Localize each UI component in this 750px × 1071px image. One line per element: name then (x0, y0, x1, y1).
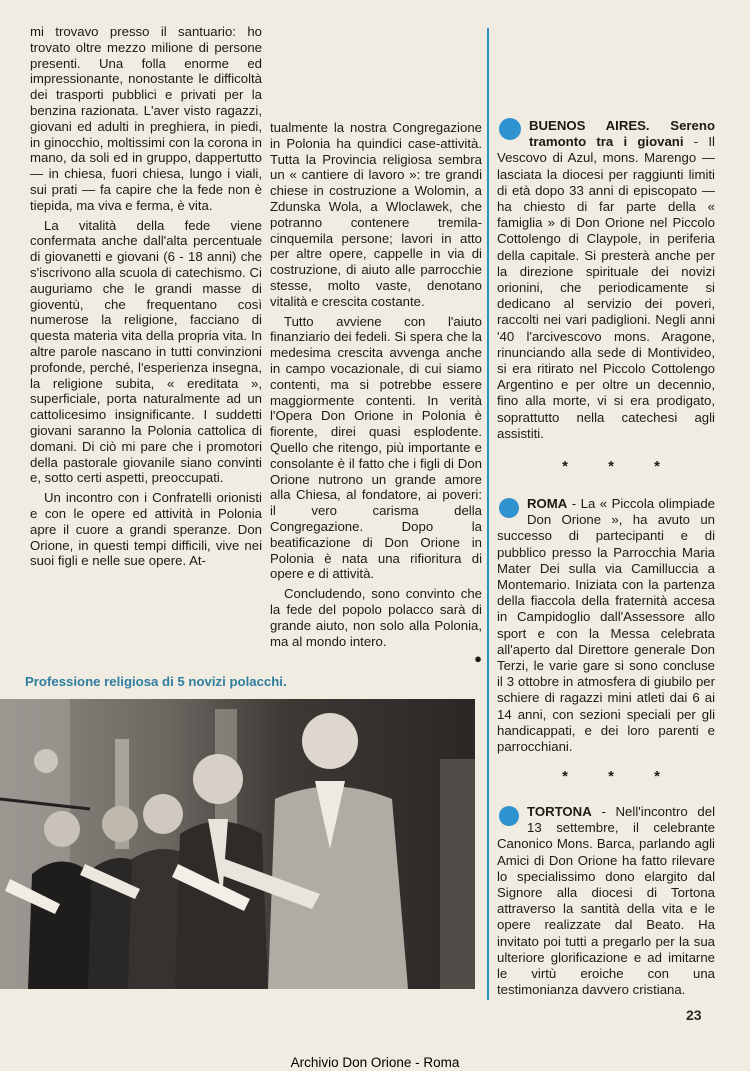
novices-photo-illustration (0, 699, 475, 989)
news-body: - La « Piccola olimpiade Don Orione », ha avuto un successo di partecipanti e di pubblico presso la Parrocchia Maria Mater Dei sulla via Camilluccia a Montemario. Iniziata con la partenza della fiaccola della fraternità accesa in Campidoglio dall'Assessore allo sport e con la Messa celebrata all'aperto dal Direttore generale Don Terzi, le varie gare si sono concluse il 3 ottobre in atmosfera di giubilo per schiere di ragazzi mini atleti dai 6 ai 14 anni, con sezioni speciali per gli handicappati, e dei loro parenti e parrocchiani. (497, 496, 715, 755)
end-mark: ● (474, 651, 482, 667)
page-number: 23 (686, 1007, 702, 1023)
novices-photo (0, 699, 475, 989)
news-heading: TORTONA (527, 804, 592, 819)
news-item (497, 804, 715, 998)
separator: * * * (562, 768, 678, 785)
article-paragraph: Concludendo, sono convinto che la fede del popolo polacco sarà di grande aiuto, non solo alla Polonia, ma al mondo intero. (270, 586, 482, 649)
column-divider (487, 28, 489, 1000)
archive-footer: Archivio Don Orione - Roma (290, 1055, 460, 1070)
article-paragraph: Un incontro con i Confratelli orionisti e con le opere ed attività in Polonia apre il cuore a grandi speranze. Don Orione, in questi tempi difficili, vive nei suoi figli e nelle sue opere. At- (30, 490, 262, 569)
news-body: - Il Vescovo di Azul, mons. Marengo — lasciata la diocesi per raggiunti limiti di età dopo 33 anni di episcopato — ha chiesto di far parte della « famiglia » di Don Orione nel Piccolo Cottolengo di Claypole, in periferia della capitale. Si presterà anche per la direzione spirituale dei novizi orionini, che periodicamente si dedicano al servizio dei poveri, raccolti nei vari padiglioni. Negli anni '40 l'arcivescovo mons. Aragone, rinunciando alla sede di Montivideo, si era ritirato nel Piccolo Cottolengo Argentino e per oltre un decennio, fino alla morte, vi si era prodigato, soprattutto nella catechesi agli assistiti. (497, 134, 715, 441)
article-paragraph: La vitalità della fede viene confermata anche dall'alta percentuale di giovanetti e giovani (6 - 18 anni) che s'iscrivono alla scuola di catechismo. Ci auguriamo che le grandi masse di gioventù, che frequentano così numerose la religione, facciano di questa materia vita della propria vita. In altre parole nascano in tutti convinzioni profonde, perché, l'esperienza insegna, la religione subita, « ereditata », superficiale, porta naturalmente ad un cattolicesimo insignificante. I suddetti giovani saranno la Polonia cattolica di domani. Di ciò mi pare che i promotori della pastorale giovanile siano convinti e, sotto certi aspetti, preoccupati. (30, 217, 262, 486)
news-heading: BUENOS AIRES. Sereno tramonto tra i giovani (529, 118, 715, 150)
article-column-2 (270, 120, 482, 666)
bullet-dot-icon (499, 806, 519, 826)
bullet-dot-icon (499, 118, 521, 140)
bullet-dot-icon (499, 498, 519, 518)
article-column-1 (30, 24, 262, 569)
separator: * * * (562, 458, 678, 475)
news-body: - Nell'incontro del 13 settembre, il celebrante Canonico Mons. Barca, parlando agli Amici di Don Orione ha fatto rilevare lo specialissimo dono elargito dal Signore alla diocesi di Tortona attraverso la santità della vita e le opere realizzate dal Beato. Ha invitato poi tutti a pregarlo per la sua ulteriore glorificazione e ad imitarne le virtù eroiche con una testimonianza davvero cristiana. (497, 804, 715, 998)
article-paragraph: mi trovavo presso il santuario: ho trovato oltre mezzo milione di persone presenti. Una folla enorme ed impressionante, nonostante le difficoltà dei trasporti pubblici e privati per la benzina razionata. L'aver visto ragazzi, giovani ed adulti in preghiera, in piedi, in ginocchio, moltissimi con la corona in mano, da soli ed in gruppo, dappertutto — in chiesa, fuori chiesa, lungo i viali, sui prati — fa capire che la fede non è tiepida, ma viva e ferma, è vita. (30, 24, 262, 213)
news-item (497, 118, 715, 442)
article-paragraph: tualmente la nostra Congregazione in Polonia ha quindici case-attività. Tutta la Provincia religiosa sembra un « cantiere di lavoro »: tre grandi chiese in costruzione a Wolomin, a Zdunska Wola, a Wloclawek, che potranno contenere tremila-cinquemila persone; lavori in atto per altre opere, cappelle in via di costruzione, di aiuto alle parrocchie stesse, molto vaste, denotano vitalità e crescita costante. (270, 120, 482, 309)
news-item (497, 496, 715, 755)
article-paragraph: Tutto avviene con l'aiuto finanziario dei fedeli. Si spera che la medesima crescita avvenga anche in campo vocazionale, di cui siamo contenti, ma si potrebbe essere maggiormente contenti. In verità l'Opera Don Orione in Polonia è fiorente, direi quasi esplodente. Quello che ritengo, più importante e consolante è il fatto che i figli di Don Orione nutrono un grande amore alla Chiesa, al fondatore, ai poveri: il vero carisma della Congregazione. Dopo la beatificazione di Don Orione in Polonia è nata una rifioritura di opere e di attività. (270, 313, 482, 582)
photo-caption: Professione religiosa di 5 novizi polacchi. (25, 674, 287, 689)
news-heading: ROMA (527, 496, 568, 511)
